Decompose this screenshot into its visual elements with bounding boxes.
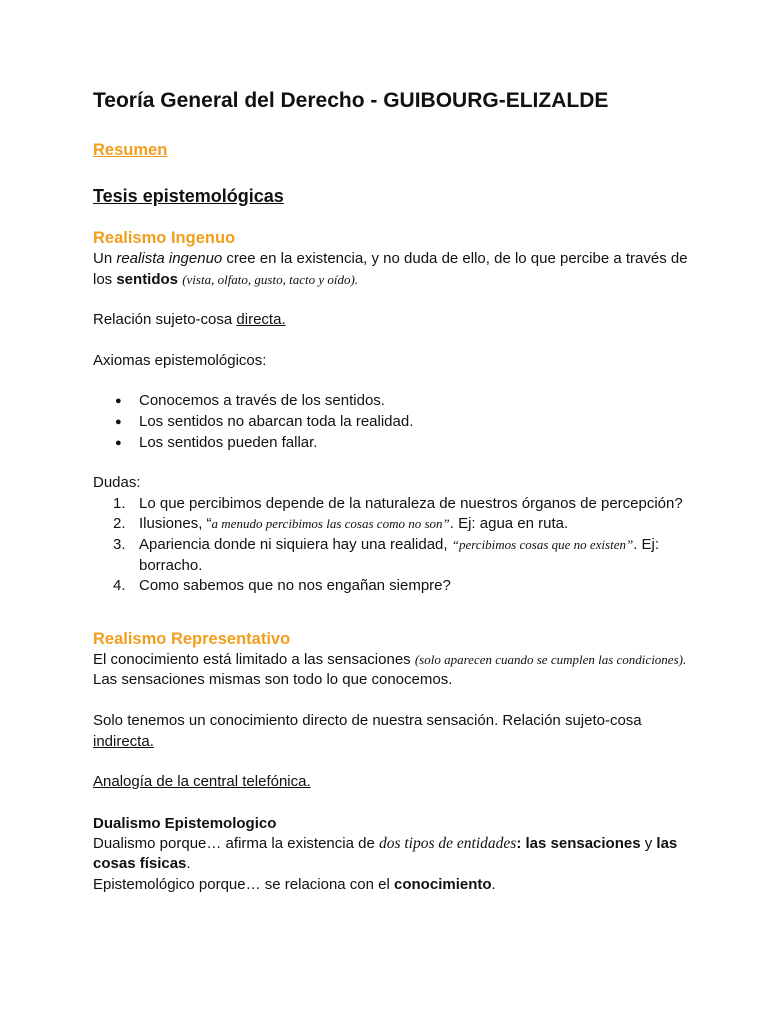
realismo-representativo-heading: Realismo Representativo xyxy=(93,629,291,648)
text-span: Relación sujeto-cosa xyxy=(93,311,237,329)
bold-text: las sensaciones xyxy=(525,834,641,852)
relacion-indirecta-paragraph xyxy=(93,711,693,752)
list-item-text: Los sentidos no abarcan toda la realidad. xyxy=(139,412,414,430)
text-span: Dualismo porque… afirma la existencia de xyxy=(93,834,379,852)
list-item xyxy=(93,576,693,597)
list-item xyxy=(93,494,693,515)
text-span: Ilusiones, “ xyxy=(139,515,212,533)
bullet-icon: ● xyxy=(115,436,122,449)
bold-text: las cosas físicas xyxy=(93,834,678,873)
dualismo-line-2 xyxy=(93,875,693,896)
bullet-icon: ● xyxy=(115,395,122,408)
axiomas-label: Axiomas epistemológicos: xyxy=(93,351,267,369)
dudas-list xyxy=(93,494,693,597)
text-span: cree en la existencia, y no duda de ello, de lo que percibe a través de los xyxy=(93,250,688,288)
serif-italic-text: (solo aparecen cuando se cumplen las condiciones). xyxy=(414,651,687,667)
text-span: y xyxy=(640,834,657,852)
list-number: 4. xyxy=(113,577,126,595)
list-number: 2. xyxy=(113,515,126,533)
text-span: Solo tenemos un conocimiento directo de nuestra sensación. Relación sujeto-cosa xyxy=(93,711,642,729)
list-item-text: Lo que percibimos depende de la naturaleza de nuestros órganos de percepción? xyxy=(139,494,683,512)
realismo-ingenuo-heading: Realismo Ingenuo xyxy=(93,229,236,247)
text-span: El conocimiento está limitado a las sensaciones xyxy=(93,650,415,668)
resumen-heading: Resumen xyxy=(93,141,168,159)
document-content xyxy=(93,86,693,895)
analogia-paragraph: Analogía de la central telefónica. xyxy=(93,773,311,791)
text-span: . xyxy=(491,875,496,893)
tesis-heading: Tesis epistemológicas xyxy=(93,186,284,206)
text-span: . xyxy=(186,855,191,873)
text-span: Apariencia donde ni siquiera hay una realidad, xyxy=(139,535,452,553)
underlined-text: directa. xyxy=(236,311,286,329)
bold-text: : xyxy=(516,834,526,852)
list-item xyxy=(93,514,693,535)
bullet-icon: ● xyxy=(115,415,122,428)
text-span: Las sensaciones mismas son todo lo que conocemos. xyxy=(93,671,453,689)
axiomas-list xyxy=(93,391,693,453)
list-item xyxy=(93,391,693,412)
list-item-text: Como sabemos que no nos engañan siempre? xyxy=(139,577,451,595)
realismo-ingenuo-paragraph xyxy=(93,249,693,290)
document-title: Teoría General del Derecho - GUIBOURG-ELIZALDE xyxy=(93,89,609,112)
list-item xyxy=(93,433,693,454)
text-span: Un xyxy=(93,250,117,267)
list-item-text: Los sentidos pueden fallar. xyxy=(139,433,318,451)
list-number: 3. xyxy=(113,535,126,553)
underlined-text: indirecta. xyxy=(93,732,154,750)
serif-italic-text: dos tipos de entidades xyxy=(378,834,517,852)
serif-italic-text: a menudo percibimos las cosas como no son” xyxy=(211,516,450,532)
text-span: Epistemológico porque… se relaciona con el xyxy=(93,875,395,893)
serif-italic-text: (vista, olfato, gusto, tacto y oído). xyxy=(182,271,359,287)
bold-text: conocimiento xyxy=(394,875,492,893)
realismo-representativo-paragraph xyxy=(93,650,693,691)
text-span: . Ej: agua en ruta. xyxy=(449,515,569,533)
emphasis-text: realista ingenuo xyxy=(116,250,223,267)
serif-italic-text: “percibimos cosas que no existen” xyxy=(451,536,634,552)
text-span: . Ej: borracho. xyxy=(139,535,660,574)
list-item xyxy=(93,535,693,576)
dualismo-heading: Dualismo Epistemologico xyxy=(93,814,277,832)
bold-text: sentidos xyxy=(116,270,179,288)
list-item xyxy=(93,412,693,433)
relacion-directa-paragraph xyxy=(93,310,693,331)
dualismo-line-1 xyxy=(93,834,693,875)
list-item-text: Conocemos a través de los sentidos. xyxy=(139,392,385,410)
list-number: 1. xyxy=(113,494,126,512)
dudas-label: Dudas: xyxy=(93,474,141,492)
